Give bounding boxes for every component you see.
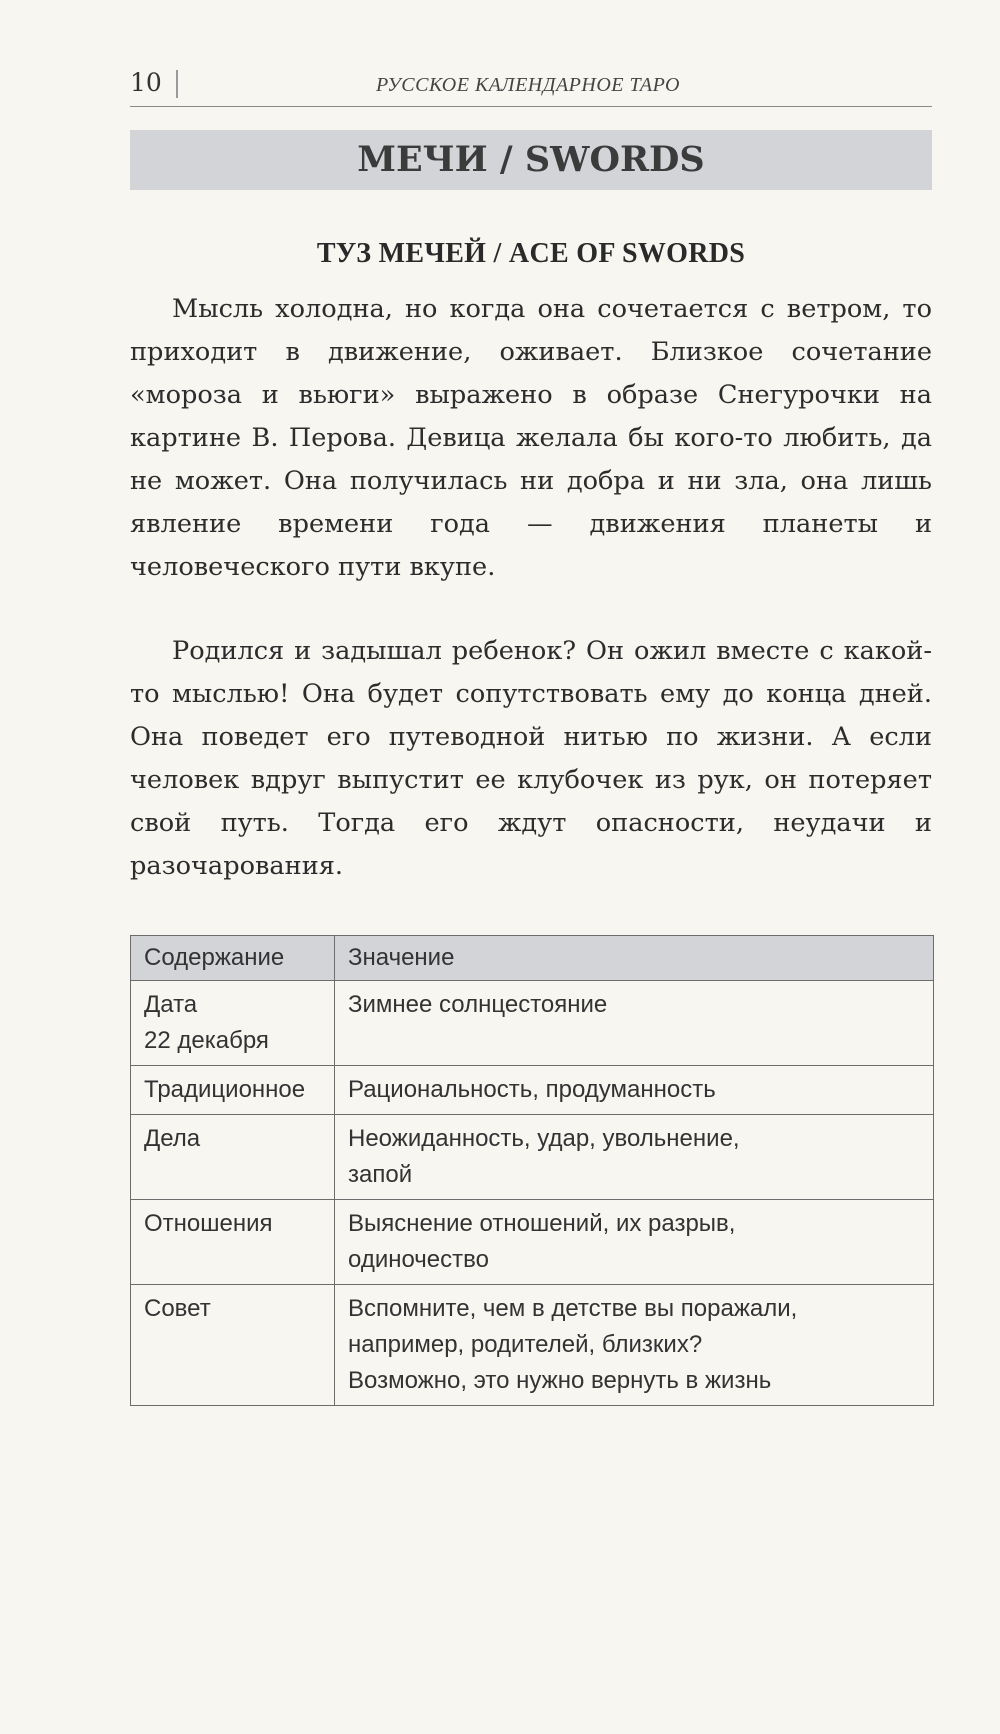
body-paragraph: Мысль холодна, но когда она сочетается с ветром, то приходит в движение, оживает. Близкое сочетание «мороза и вьюги» выражено в образе Снегурочки на картине В. Перова. Девица желала бы кого-то любить, да не может. Она получилась ни добра и ни зла, она лишь явление времени года — движения планеты и человеческого пути вкупе. xyxy=(130,294,932,582)
table-row xyxy=(131,981,934,1066)
row-label-line: Дела xyxy=(144,1125,201,1152)
table-header-row xyxy=(131,936,934,981)
body-paragraph: Родился и задышал ребенок? Он ожил вместе с какой-то мыслью! Она будет сопутствовать ему до конца дней. Она поведет его путеводной нитью по жизни. А если человек вдруг выпустит ее клубочек из рук, он потеряет свой путь. Тогда его ждут опасности, неудачи и разочарования. xyxy=(130,636,932,881)
row-value-line: Возможно, это нужно вернуть в жизнь xyxy=(348,1367,772,1394)
row-label xyxy=(131,1200,335,1285)
row-label-line: Дата xyxy=(144,991,198,1018)
row-value-line: например, родителей, близких? xyxy=(348,1331,703,1358)
section-heading-band xyxy=(130,130,932,190)
row-value xyxy=(335,1115,934,1200)
row-value-line: Зимнее солнцестояние xyxy=(348,991,608,1018)
row-value-line: Выяснение отношений, их разрыв, xyxy=(348,1210,736,1237)
row-value-line: запой xyxy=(348,1161,413,1188)
row-label-line: Совет xyxy=(144,1295,211,1322)
book-title: РУССКОЕ КАЛЕНДАРНОЕ ТАРО xyxy=(376,74,680,96)
table-row xyxy=(131,1066,934,1115)
meaning-table xyxy=(130,935,934,1406)
row-value-line: Вспомните, чем в детстве вы поражали, xyxy=(348,1295,798,1322)
row-value xyxy=(335,1066,934,1115)
row-value xyxy=(335,981,934,1066)
page-number: 10 xyxy=(130,68,162,97)
row-label-line: Традиционное xyxy=(144,1076,306,1103)
column-header-meaning: Значение xyxy=(335,936,934,981)
row-label xyxy=(131,1285,335,1406)
row-value xyxy=(335,1285,934,1406)
table-row xyxy=(131,1115,934,1200)
running-header xyxy=(130,62,932,107)
row-value xyxy=(335,1200,934,1285)
table-row xyxy=(131,1200,934,1285)
card-title: ТУЗ МЕЧЕЙ / ACE OF SWORDS xyxy=(316,238,746,269)
row-value-line: одиночество xyxy=(348,1246,489,1273)
table-row xyxy=(131,1285,934,1406)
row-label xyxy=(131,1115,335,1200)
column-header-content: Содержание xyxy=(131,936,335,981)
row-label xyxy=(131,1066,335,1115)
row-label-line: Отношения xyxy=(144,1210,273,1237)
section-title: МЕЧИ / SWORDS xyxy=(357,139,705,180)
row-label xyxy=(131,981,335,1066)
row-label-line: 22 декабря xyxy=(144,1027,269,1054)
row-value-line: Рациональность, продуманность xyxy=(348,1076,716,1103)
row-value-line: Неожиданность, удар, увольнение, xyxy=(348,1125,740,1152)
header-divider xyxy=(176,70,178,98)
